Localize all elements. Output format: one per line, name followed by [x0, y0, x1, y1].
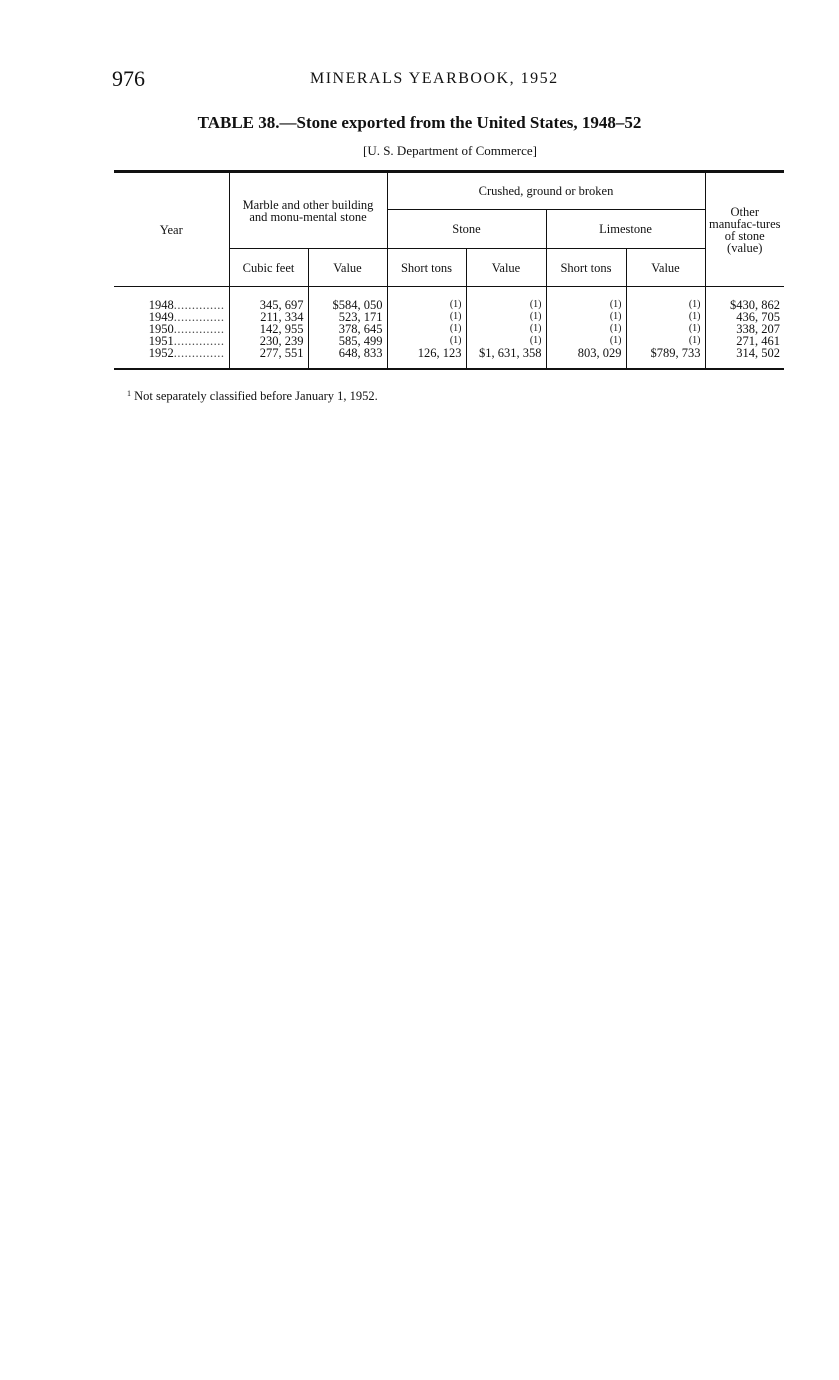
cell-marble-value: 523, 171	[308, 311, 387, 323]
running-title: MINERALS YEARBOOK, 1952	[310, 70, 559, 87]
header-cubic-feet: Cubic feet	[229, 249, 308, 287]
footnote-mark: 1	[127, 389, 131, 398]
cell-cubic-feet: 142, 955	[229, 323, 308, 335]
cell-stone-value: (1)	[466, 323, 546, 335]
cell-other-value: 271, 461	[705, 335, 784, 347]
header-stone-value: Value	[466, 249, 546, 287]
header-limestone: Limestone	[546, 210, 705, 249]
stone-exports-table	[114, 170, 784, 370]
table-row: 1949.............. 211, 334 523, 171 (1) (1) (1) (1) 436, 705	[114, 311, 784, 323]
row-year: 1950	[148, 322, 174, 336]
header-other-manufactures: Other manufac-tures of stone (value)	[705, 172, 784, 287]
table-row: 1950.............. 142, 955 378, 645 (1) (1) (1) (1) 338, 207	[114, 323, 784, 335]
cell-marble-value: 585, 499	[308, 335, 387, 347]
cell-other-value: 314, 502	[705, 347, 784, 369]
header-crushed-group: Crushed, ground or broken	[387, 172, 705, 210]
cell-limestone-value: $789, 733	[626, 347, 705, 369]
header-year: Year	[114, 172, 229, 287]
cell-stone-tons: 126, 123	[387, 347, 466, 369]
cell-other-value: 436, 705	[705, 311, 784, 323]
cell-limestone-value: (1)	[626, 323, 705, 335]
header-stone: Stone	[387, 210, 546, 249]
cell-marble-value: 648, 833	[308, 347, 387, 369]
table-row: 1948.............. 345, 697 $584, 050 (1) (1) (1) (1) $430, 862	[114, 287, 784, 312]
cell-limestone-tons: (1)	[546, 323, 626, 335]
cell-limestone-value: (1)	[626, 335, 705, 347]
cell-limestone-value: (1)	[626, 287, 705, 312]
cell-other-value: 338, 207	[705, 323, 784, 335]
header-limestone-short-tons: Short tons	[546, 249, 626, 287]
cell-stone-tons: (1)	[387, 287, 466, 312]
cell-cubic-feet: 345, 697	[229, 287, 308, 312]
header-limestone-value: Value	[626, 249, 705, 287]
table-title: TABLE 38.—Stone exported from the United States, 1948–52	[197, 113, 642, 132]
cell-cubic-feet: 211, 334	[229, 311, 308, 323]
row-year: 1951	[148, 334, 174, 348]
cell-stone-tons: (1)	[387, 323, 466, 335]
header-marble-group: Marble and other building and monu-mental stone	[229, 172, 387, 249]
page-number: 976	[112, 66, 145, 91]
cell-limestone-value: (1)	[626, 311, 705, 323]
cell-stone-value: (1)	[466, 335, 546, 347]
cell-limestone-tons: (1)	[546, 287, 626, 312]
row-year: 1952	[148, 346, 174, 360]
cell-limestone-tons: (1)	[546, 311, 626, 323]
footnote-text: Not separately classified before January 1, 1952.	[134, 389, 378, 403]
header-marble-value: Value	[308, 249, 387, 287]
page-header	[112, 66, 672, 96]
cell-stone-tons: (1)	[387, 335, 466, 347]
cell-stone-value: (1)	[466, 287, 546, 312]
cell-other-value: $430, 862	[705, 287, 784, 312]
row-year: 1948	[148, 298, 174, 312]
cell-limestone-tons: 803, 029	[546, 347, 626, 369]
table-row: 1951.............. 230, 239 585, 499 (1) (1) (1) (1) 271, 461	[114, 335, 784, 347]
cell-marble-value: 378, 645	[308, 323, 387, 335]
table-footnote	[127, 389, 378, 404]
header-stone-short-tons: Short tons	[387, 249, 466, 287]
cell-limestone-tons: (1)	[546, 335, 626, 347]
cell-cubic-feet: 230, 239	[229, 335, 308, 347]
cell-cubic-feet: 277, 551	[229, 347, 308, 369]
cell-stone-tons: (1)	[387, 311, 466, 323]
row-year: 1949	[148, 310, 174, 324]
cell-stone-value: (1)	[466, 311, 546, 323]
table-row: 1952.............. 277, 551 648, 833 126, 123 $1, 631, 358 803, 029 $789, 733 314, 502	[114, 347, 784, 369]
cell-stone-value: $1, 631, 358	[466, 347, 546, 369]
cell-marble-value: $584, 050	[308, 287, 387, 312]
table-source: [U. S. Department of Commerce]	[362, 143, 537, 158]
